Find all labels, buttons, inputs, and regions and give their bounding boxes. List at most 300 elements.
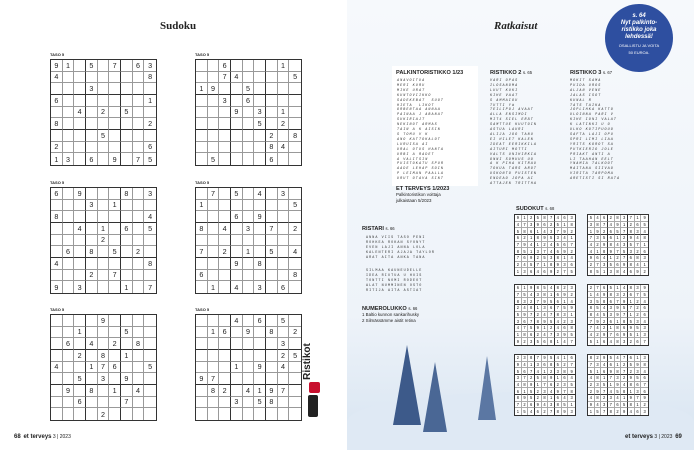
sudoku-cell[interactable] [231,408,243,420]
sudoku-cell[interactable]: 8 [254,258,266,270]
sudoku-cell[interactable] [51,315,63,327]
sudoku-cell[interactable] [86,373,98,385]
sudoku-cell[interactable]: 3 [144,188,156,200]
sudoku-cell[interactable] [266,362,278,374]
sudoku-cell[interactable] [74,83,86,95]
sudoku-cell[interactable] [98,338,110,350]
sudoku-cell[interactable] [278,223,290,235]
sudoku-cell[interactable] [74,246,86,258]
sudoku-cell[interactable] [74,315,86,327]
sudoku-cell[interactable]: 3 [74,281,86,293]
sudoku-cell[interactable]: 9 [63,385,75,397]
sudoku-cell[interactable]: 8 [86,385,98,397]
sudoku-cell[interactable] [219,107,231,119]
sudoku-cell[interactable] [74,200,86,212]
sudoku-cell[interactable] [133,350,145,362]
sudoku-cell[interactable] [289,60,301,72]
sudoku-cell[interactable]: 9 [196,373,208,385]
sudoku-cell[interactable] [98,95,110,107]
sudoku-cell[interactable] [144,373,156,385]
sudoku-cell[interactable] [231,153,243,165]
sudoku-cell[interactable]: 4 [133,385,145,397]
sudoku-cell[interactable] [254,408,266,420]
sudoku-cell[interactable] [219,200,231,212]
sudoku-cell[interactable]: 6 [266,153,278,165]
sudoku-cell[interactable] [266,188,278,200]
sudoku-cell[interactable]: 9 [51,60,63,72]
sudoku-cell[interactable] [144,315,156,327]
sudoku-cell[interactable] [289,153,301,165]
sudoku-cell[interactable]: 3 [254,281,266,293]
sudoku-cell[interactable]: 7 [109,270,121,282]
sudoku-cell[interactable]: 7 [121,397,133,409]
sudoku-cell[interactable]: 9 [208,83,220,95]
sudoku-cell[interactable] [74,235,86,247]
sudoku-cell[interactable]: 4 [144,211,156,223]
sudoku-cell[interactable] [289,107,301,119]
sudoku-cell[interactable] [219,373,231,385]
sudoku-cell[interactable] [98,281,110,293]
sudoku-cell[interactable] [231,235,243,247]
sudoku-cell[interactable]: 5 [266,246,278,258]
sudoku-cell[interactable]: 3 [254,107,266,119]
sudoku-cell[interactable] [208,315,220,327]
sudoku-cell[interactable] [289,188,301,200]
sudoku-cell[interactable] [51,83,63,95]
sudoku-cell[interactable] [51,408,63,420]
sudoku-cell[interactable]: 4 [231,281,243,293]
sudoku-cell[interactable]: 9 [109,153,121,165]
sudoku-cell[interactable]: 2 [133,246,145,258]
sudoku-cell[interactable] [51,327,63,339]
sudoku-cell[interactable] [289,95,301,107]
sudoku-cell[interactable] [278,270,290,282]
sudoku-cell[interactable]: 2 [278,118,290,130]
sudoku-cell[interactable] [133,373,145,385]
sudoku-cell[interactable] [208,60,220,72]
sudoku-cell[interactable] [289,142,301,154]
sudoku-cell[interactable]: 6 [109,362,121,374]
sudoku-cell[interactable] [63,397,75,409]
sudoku-cell[interactable]: 8 [266,142,278,154]
sudoku-cell[interactable] [243,281,255,293]
sudoku-cell[interactable] [133,83,145,95]
sudoku-cell[interactable] [144,200,156,212]
sudoku-cell[interactable] [63,142,75,154]
sudoku-cell[interactable] [86,72,98,84]
sudoku-cell[interactable] [196,362,208,374]
sudoku-cell[interactable] [219,350,231,362]
sudoku-cell[interactable] [289,315,301,327]
sudoku-cell[interactable] [219,211,231,223]
sudoku-cell[interactable]: 2 [289,327,301,339]
sudoku-cell[interactable] [98,270,110,282]
sudoku-cell[interactable] [196,281,208,293]
sudoku-cell[interactable]: 5 [289,200,301,212]
sudoku-cell[interactable]: 9 [51,281,63,293]
sudoku-cell[interactable] [243,315,255,327]
sudoku-cell[interactable] [121,258,133,270]
sudoku-cell[interactable] [219,362,231,374]
sudoku-cell[interactable]: 7 [208,373,220,385]
sudoku-cell[interactable] [74,142,86,154]
sudoku-cell[interactable] [254,338,266,350]
sudoku-cell[interactable]: 7 [208,188,220,200]
sudoku-cell[interactable] [243,397,255,409]
sudoku-cell[interactable] [278,373,290,385]
sudoku-cell[interactable]: 8 [144,72,156,84]
sudoku-cell[interactable]: 5 [289,72,301,84]
sudoku-cell[interactable] [219,281,231,293]
sudoku-cell[interactable] [109,350,121,362]
sudoku-puzzle-6[interactable] [195,314,302,421]
sudoku-cell[interactable] [266,235,278,247]
sudoku-cell[interactable]: 9 [231,258,243,270]
sudoku-cell[interactable]: 9 [243,327,255,339]
sudoku-cell[interactable]: 8 [51,211,63,223]
sudoku-cell[interactable] [98,83,110,95]
sudoku-cell[interactable] [63,223,75,235]
sudoku-puzzle-1[interactable] [50,59,157,166]
sudoku-cell[interactable] [219,130,231,142]
sudoku-cell[interactable] [98,385,110,397]
sudoku-cell[interactable] [243,72,255,84]
sudoku-cell[interactable]: 2 [86,270,98,282]
sudoku-cell[interactable] [289,362,301,374]
sudoku-cell[interactable] [98,397,110,409]
sudoku-cell[interactable] [98,327,110,339]
sudoku-cell[interactable] [196,235,208,247]
sudoku-cell[interactable]: 3 [86,200,98,212]
sudoku-cell[interactable] [121,270,133,282]
sudoku-cell[interactable] [109,211,121,223]
sudoku-cell[interactable] [243,235,255,247]
sudoku-cell[interactable]: 1 [278,60,290,72]
sudoku-cell[interactable] [289,397,301,409]
sudoku-cell[interactable]: 1 [109,385,121,397]
sudoku-cell[interactable] [196,408,208,420]
sudoku-cell[interactable] [254,153,266,165]
sudoku-cell[interactable] [51,385,63,397]
sudoku-cell[interactable] [98,72,110,84]
sudoku-cell[interactable] [231,385,243,397]
sudoku-cell[interactable]: 5 [278,315,290,327]
sudoku-cell[interactable] [133,142,145,154]
sudoku-cell[interactable] [266,83,278,95]
sudoku-cell[interactable] [144,235,156,247]
sudoku-cell[interactable] [243,118,255,130]
sudoku-cell[interactable]: 4 [219,223,231,235]
sudoku-cell[interactable] [289,373,301,385]
sudoku-cell[interactable] [208,338,220,350]
sudoku-cell[interactable]: 2 [219,385,231,397]
sudoku-cell[interactable]: 5 [243,83,255,95]
sudoku-cell[interactable] [86,327,98,339]
sudoku-cell[interactable] [144,327,156,339]
sudoku-cell[interactable] [86,107,98,119]
sudoku-cell[interactable] [196,130,208,142]
sudoku-cell[interactable]: 8 [121,188,133,200]
sudoku-cell[interactable] [63,270,75,282]
sudoku-cell[interactable] [86,408,98,420]
sudoku-cell[interactable]: 2 [144,118,156,130]
sudoku-cell[interactable]: 5 [144,362,156,374]
sudoku-cell[interactable] [121,72,133,84]
sudoku-cell[interactable]: 2 [98,408,110,420]
sudoku-cell[interactable] [121,338,133,350]
sudoku-cell[interactable] [86,397,98,409]
sudoku-cell[interactable]: 2 [74,350,86,362]
sudoku-cell[interactable]: 1 [231,362,243,374]
sudoku-cell[interactable] [133,397,145,409]
sudoku-cell[interactable] [63,83,75,95]
sudoku-cell[interactable] [278,408,290,420]
sudoku-cell[interactable]: 8 [144,258,156,270]
sudoku-cell[interactable] [219,408,231,420]
sudoku-cell[interactable] [51,107,63,119]
sudoku-cell[interactable] [243,362,255,374]
sudoku-cell[interactable]: 8 [133,338,145,350]
sudoku-cell[interactable]: 8 [196,223,208,235]
sudoku-cell[interactable] [121,95,133,107]
sudoku-cell[interactable] [231,60,243,72]
sudoku-cell[interactable] [231,83,243,95]
sudoku-cell[interactable] [243,338,255,350]
sudoku-cell[interactable]: 6 [121,223,133,235]
sudoku-cell[interactable] [133,223,145,235]
sudoku-cell[interactable]: 6 [219,60,231,72]
sudoku-cell[interactable]: 5 [121,327,133,339]
sudoku-cell[interactable] [266,95,278,107]
sudoku-cell[interactable] [63,315,75,327]
sudoku-cell[interactable] [121,200,133,212]
sudoku-cell[interactable] [196,107,208,119]
sudoku-cell[interactable]: 6 [278,281,290,293]
sudoku-cell[interactable] [109,408,121,420]
sudoku-cell[interactable] [133,258,145,270]
sudoku-cell[interactable] [254,142,266,154]
sudoku-cell[interactable] [278,211,290,223]
sudoku-cell[interactable] [196,95,208,107]
sudoku-cell[interactable] [266,211,278,223]
sudoku-cell[interactable]: 4 [51,72,63,84]
sudoku-cell[interactable] [144,107,156,119]
sudoku-cell[interactable] [219,338,231,350]
sudoku-cell[interactable] [231,270,243,282]
sudoku-cell[interactable] [74,130,86,142]
sudoku-cell[interactable] [266,281,278,293]
sudoku-cell[interactable] [254,95,266,107]
sudoku-cell[interactable] [208,142,220,154]
sudoku-cell[interactable] [208,72,220,84]
sudoku-cell[interactable]: 6 [51,95,63,107]
sudoku-cell[interactable] [231,246,243,258]
sudoku-cell[interactable]: 1 [278,107,290,119]
sudoku-cell[interactable] [121,408,133,420]
sudoku-cell[interactable] [266,408,278,420]
sudoku-cell[interactable] [278,200,290,212]
sudoku-cell[interactable] [63,72,75,84]
sudoku-cell[interactable] [86,95,98,107]
sudoku-cell[interactable] [98,60,110,72]
sudoku-cell[interactable] [243,142,255,154]
sudoku-cell[interactable] [254,130,266,142]
sudoku-cell[interactable]: 1 [243,246,255,258]
sudoku-cell[interactable] [196,327,208,339]
sudoku-cell[interactable] [219,235,231,247]
sudoku-cell[interactable] [98,200,110,212]
sudoku-cell[interactable]: 4 [278,142,290,154]
sudoku-cell[interactable]: 5 [231,188,243,200]
sudoku-cell[interactable] [254,327,266,339]
sudoku-cell[interactable]: 8 [266,327,278,339]
sudoku-cell[interactable] [196,338,208,350]
sudoku-cell[interactable] [133,188,145,200]
sudoku-cell[interactable] [266,60,278,72]
sudoku-cell[interactable] [133,107,145,119]
sudoku-cell[interactable]: 1 [98,223,110,235]
sudoku-cell[interactable] [278,130,290,142]
sudoku-cell[interactable] [196,142,208,154]
sudoku-cell[interactable]: 6 [254,315,266,327]
sudoku-cell[interactable]: 5 [74,373,86,385]
sudoku-cell[interactable]: 5 [254,397,266,409]
sudoku-cell[interactable] [231,130,243,142]
sudoku-cell[interactable] [121,385,133,397]
sudoku-cell[interactable]: 3 [278,188,290,200]
sudoku-cell[interactable]: 4 [231,72,243,84]
promo-badge[interactable] [605,4,673,72]
sudoku-cell[interactable] [231,200,243,212]
sudoku-cell[interactable] [231,95,243,107]
sudoku-cell[interactable]: 2 [278,350,290,362]
sudoku-cell[interactable] [144,385,156,397]
sudoku-cell[interactable] [133,362,145,374]
sudoku-cell[interactable]: 4 [254,188,266,200]
sudoku-cell[interactable]: 8 [208,385,220,397]
sudoku-cell[interactable] [144,350,156,362]
sudoku-cell[interactable]: 3 [278,338,290,350]
sudoku-cell[interactable] [266,315,278,327]
sudoku-cell[interactable] [289,408,301,420]
sudoku-cell[interactable] [231,327,243,339]
sudoku-cell[interactable] [86,211,98,223]
sudoku-cell[interactable] [278,397,290,409]
sudoku-cell[interactable] [243,60,255,72]
sudoku-cell[interactable] [51,200,63,212]
sudoku-cell[interactable]: 1 [144,95,156,107]
sudoku-cell[interactable] [278,95,290,107]
sudoku-cell[interactable]: 9 [266,385,278,397]
sudoku-cell[interactable]: 4 [86,338,98,350]
sudoku-cell[interactable]: 1 [86,362,98,374]
sudoku-cell[interactable] [133,235,145,247]
sudoku-cell[interactable] [208,118,220,130]
sudoku-cell[interactable] [86,258,98,270]
sudoku-cell[interactable] [121,211,133,223]
sudoku-cell[interactable] [196,258,208,270]
sudoku-cell[interactable]: 5 [208,153,220,165]
sudoku-cell[interactable] [98,188,110,200]
sudoku-cell[interactable]: 2 [289,223,301,235]
sudoku-cell[interactable]: 6 [63,246,75,258]
sudoku-cell[interactable] [109,118,121,130]
sudoku-cell[interactable] [109,130,121,142]
sudoku-cell[interactable] [219,83,231,95]
sudoku-cell[interactable] [86,350,98,362]
sudoku-cell[interactable] [63,350,75,362]
sudoku-cell[interactable]: 5 [148,154,153,164]
sudoku-cell[interactable] [289,235,301,247]
sudoku-cell[interactable]: 2 [266,130,278,142]
sudoku-cell[interactable] [196,188,208,200]
sudoku-cell[interactable] [266,107,278,119]
sudoku-cell[interactable]: 5 [86,60,98,72]
sudoku-cell[interactable]: 1 [51,153,63,165]
sudoku-cell[interactable] [254,72,266,84]
sudoku-cell[interactable] [231,223,243,235]
sudoku-cell[interactable] [86,235,98,247]
sudoku-cell[interactable] [208,211,220,223]
sudoku-cell[interactable] [266,118,278,130]
sudoku-cell[interactable] [208,362,220,374]
sudoku-cell[interactable] [144,246,156,258]
sudoku-cell[interactable] [231,118,243,130]
sudoku-cell[interactable]: 3 [231,397,243,409]
sudoku-cell[interactable]: 4 [74,107,86,119]
sudoku-cell[interactable]: 7 [133,153,145,165]
sudoku-cell[interactable] [208,270,220,282]
sudoku-cell[interactable] [109,188,121,200]
sudoku-cell[interactable] [63,188,75,200]
sudoku-cell[interactable]: 7 [196,246,208,258]
sudoku-cell[interactable]: 1 [63,60,75,72]
sudoku-cell[interactable] [208,107,220,119]
sudoku-cell[interactable] [254,223,266,235]
sudoku-cell[interactable] [63,118,75,130]
sudoku-cell[interactable] [243,211,255,223]
sudoku-cell[interactable]: 1 [196,200,208,212]
sudoku-cell[interactable] [74,270,86,282]
sudoku-cell[interactable] [109,95,121,107]
sudoku-cell[interactable] [121,235,133,247]
sudoku-cell[interactable]: 8 [266,397,278,409]
sudoku-cell[interactable] [121,246,133,258]
sudoku-cell[interactable] [98,153,110,165]
sudoku-cell[interactable]: 1 [121,281,133,293]
sudoku-cell[interactable] [63,200,75,212]
sudoku-cell[interactable] [196,315,208,327]
sudoku-cell[interactable] [196,397,208,409]
sudoku-cell[interactable] [144,397,156,409]
sudoku-cell[interactable] [243,153,255,165]
sudoku-cell[interactable] [109,373,121,385]
sudoku-cell[interactable] [266,258,278,270]
sudoku-cell[interactable] [63,373,75,385]
sudoku-cell[interactable]: 4 [243,385,255,397]
sudoku-cell[interactable]: 5 [289,350,301,362]
sudoku-cell[interactable] [121,362,133,374]
sudoku-cell[interactable]: 8 [51,118,63,130]
sudoku-cell[interactable] [74,338,86,350]
sudoku-cell[interactable] [63,408,75,420]
sudoku-cell[interactable] [86,130,98,142]
sudoku-cell[interactable] [144,270,156,282]
sudoku-cell[interactable] [219,258,231,270]
sudoku-cell[interactable] [109,397,121,409]
sudoku-cell[interactable] [219,397,231,409]
sudoku-cell[interactable] [243,107,255,119]
